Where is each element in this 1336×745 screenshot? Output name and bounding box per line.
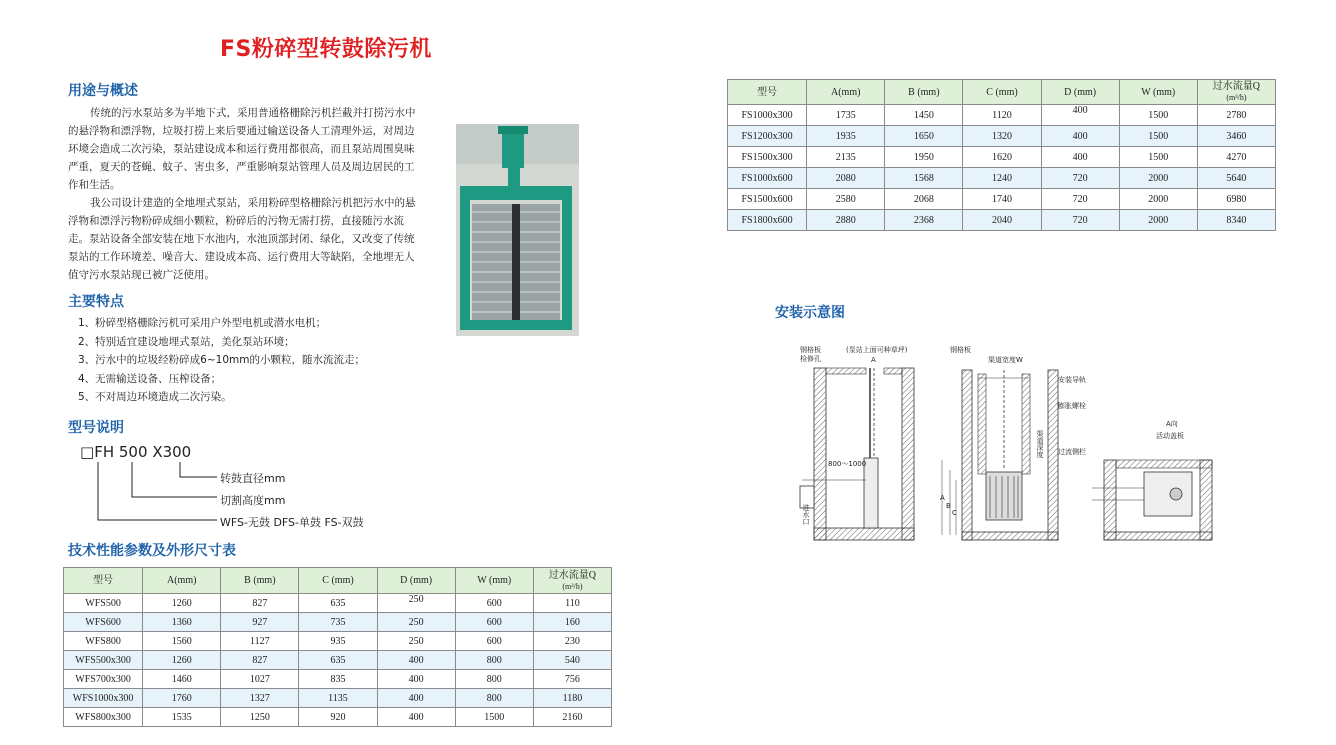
table-header-row (728, 80, 1276, 105)
table-cell: 827 (221, 594, 299, 613)
table-cell: 400 (377, 689, 455, 708)
table-cell: 1620 (963, 147, 1041, 168)
spec-table-wfs (63, 567, 612, 727)
legend-diameter: 转鼓直径mm (220, 472, 286, 485)
label-channel-width: 渠道宽度W (988, 356, 1023, 364)
table-row (728, 105, 1276, 126)
label-dim-c: C (952, 509, 957, 517)
label-plant-note: (泵站上面可种草坪) (846, 346, 908, 354)
table-header-row (64, 568, 612, 594)
table-cell: 1500 (455, 708, 533, 727)
table-cell: 230 (533, 632, 611, 651)
table-cell: WFS600 (64, 613, 143, 632)
table-cell: 1120 (963, 105, 1041, 126)
diagram-side-section (800, 345, 914, 540)
table-cell: WFS700x300 (64, 670, 143, 689)
col-flow-unit: (m³/h) (1226, 93, 1247, 102)
table-cell: 756 (533, 670, 611, 689)
table-cell: 1650 (885, 126, 963, 147)
table-cell: 1500 (1119, 126, 1197, 147)
table-cell: FS1200x300 (728, 126, 807, 147)
table-cell: 250 (377, 594, 455, 613)
legend-height: 切割高度mm (220, 494, 286, 507)
table-cell: 835 (299, 670, 377, 689)
usage-paragraph: 传统的污水泵站多为半地下式，采用普通格栅除污机拦截并打捞污水中的悬浮物和漂浮物，垃圾打捞上来后要通过输送设备人工清理外运，对周边环境会造成二次污染，泵站建设成本和运行费用都很高，而且泵站周围臭味严重，夏天的苍蝇、蚊子、害虫多，严重影响泵站管理人员及周边居民的工作和生活。 (68, 107, 416, 191)
label-dim-a: A (940, 494, 945, 502)
col-b: B (mm) (885, 80, 963, 105)
table-cell: 2780 (1197, 105, 1275, 126)
col-c: C (mm) (299, 568, 377, 594)
table-cell: 5640 (1197, 168, 1275, 189)
table-row (64, 708, 612, 727)
table-cell: 250 (377, 632, 455, 651)
table-cell: 2068 (885, 189, 963, 210)
table-cell: 3460 (1197, 126, 1275, 147)
table-row (64, 632, 612, 651)
label-grating-plate: 钢格板 (800, 346, 821, 354)
spec-heading: 技术性能参数及外形尺寸表 (68, 543, 236, 559)
table-cell: 1260 (143, 594, 221, 613)
table-cell: 1320 (963, 126, 1041, 147)
col-b: B (mm) (221, 568, 299, 594)
col-d: D (mm) (377, 568, 455, 594)
table-cell: 1127 (221, 632, 299, 651)
col-flow-label: 过水流量Q (548, 569, 597, 581)
table-cell: 1500 (1119, 147, 1197, 168)
table-cell: WFS500x300 (64, 651, 143, 670)
table-cell: 1250 (221, 708, 299, 727)
table-cell: 2580 (807, 189, 885, 210)
table-cell: WFS1000x300 (64, 689, 143, 708)
table-cell: 1240 (963, 168, 1041, 189)
table-cell: 1735 (807, 105, 885, 126)
table-cell: 110 (533, 594, 611, 613)
feature-item: 5、不对周边环境造成二次污染。 (78, 391, 232, 403)
table-cell: WFS800 (64, 632, 143, 651)
model-code-sep: X (152, 443, 163, 461)
table-cell: 1180 (533, 689, 611, 708)
model-code-height: 500 (118, 443, 148, 461)
table-cell: 2000 (1119, 168, 1197, 189)
usage-text (68, 104, 418, 284)
label-channel-depth: 渠道深度 (1036, 430, 1044, 458)
table-cell: 735 (299, 613, 377, 632)
table-cell: WFS800x300 (64, 708, 143, 727)
diagram-view-a (1092, 419, 1212, 540)
table-cell: 2080 (807, 168, 885, 189)
table-cell: 6980 (1197, 189, 1275, 210)
feature-item: 1、粉碎型格栅除污机可采用户外型电机或潜水电机； (78, 317, 327, 329)
table-cell: 400 (377, 708, 455, 727)
table-cell: 400 (1041, 147, 1119, 168)
label-range: 800～1000 (828, 460, 867, 468)
table-cell: FS1500x300 (728, 147, 807, 168)
col-flow-label: 过水流量Q (1212, 81, 1261, 92)
legend-drum-type: WFS-无鼓 DFS-单鼓 FS-双鼓 (220, 516, 364, 529)
table-cell: 1135 (299, 689, 377, 708)
table-row (728, 168, 1276, 189)
features-list (78, 314, 365, 407)
table-cell: 800 (455, 670, 533, 689)
table-cell: 600 (455, 613, 533, 632)
model-legend-lines (80, 460, 240, 530)
table-row (728, 126, 1276, 147)
col-flow-unit: (m³/h) (562, 581, 583, 591)
table-cell: 1360 (143, 613, 221, 632)
table-cell: 1740 (963, 189, 1041, 210)
table-cell: FS1800x600 (728, 210, 807, 231)
col-w: W (mm) (455, 568, 533, 594)
table-cell: 827 (221, 651, 299, 670)
label-dim-b: B (946, 502, 951, 510)
table-cell: 920 (299, 708, 377, 727)
table-cell: 600 (455, 632, 533, 651)
installation-diagram (792, 340, 1232, 545)
feature-item: 4、无需输送设备、压榨设备； (78, 372, 222, 385)
table-cell: 800 (455, 689, 533, 708)
model-code-diameter: 300 (162, 443, 192, 461)
table-row (728, 147, 1276, 168)
table-cell: 1535 (143, 708, 221, 727)
table-cell: 1500 (1119, 105, 1197, 126)
feature-item: 3、污水中的垃圾经粉碎成6~10mm的小颗粒，随水流流走； (78, 354, 365, 366)
table-cell: 1935 (807, 126, 885, 147)
table-cell: 927 (221, 613, 299, 632)
label-view-a: A向 (1166, 420, 1178, 428)
table-cell: FS1000x300 (728, 105, 807, 126)
col-a: A(mm) (807, 80, 885, 105)
col-a: A(mm) (143, 568, 221, 594)
table-cell: 2880 (807, 210, 885, 231)
model-heading: 型号说明 (68, 420, 124, 436)
table-cell: 1260 (143, 651, 221, 670)
table-cell: 250 (377, 613, 455, 632)
table-cell: 1568 (885, 168, 963, 189)
model-code-prefix: FH (94, 443, 115, 461)
col-flow (533, 568, 611, 594)
table-cell: 2000 (1119, 189, 1197, 210)
model-code-box: □ (80, 443, 95, 461)
table-cell: 540 (533, 651, 611, 670)
table-cell: 2368 (885, 210, 963, 231)
table-cell: 2000 (1119, 210, 1197, 231)
table-row (64, 689, 612, 708)
table-row (64, 651, 612, 670)
table-row (64, 594, 612, 613)
label-cover-plate: 活动盖板 (1156, 432, 1184, 440)
col-model: 型号 (728, 80, 807, 105)
install-heading: 安装示意图 (775, 305, 845, 321)
feature-item: 2、特别适宜建设地埋式泵站，美化泵站环境； (78, 335, 295, 348)
table-cell: 400 (1041, 105, 1119, 126)
table-cell: 600 (455, 594, 533, 613)
table-row (64, 670, 612, 689)
table-cell: 1460 (143, 670, 221, 689)
spec-table-fs (727, 79, 1276, 231)
usage-heading: 用途与概述 (68, 83, 138, 99)
machine-photo (456, 124, 579, 336)
table-cell: 400 (1041, 126, 1119, 147)
table-cell: 1560 (143, 632, 221, 651)
table-cell: FS1500x600 (728, 189, 807, 210)
table-cell: 1450 (885, 105, 963, 126)
table-cell: 400 (377, 670, 455, 689)
table-row (728, 210, 1276, 231)
table-row (728, 189, 1276, 210)
table-cell: 635 (299, 594, 377, 613)
table-cell: 935 (299, 632, 377, 651)
features-heading: 主要特点 (68, 294, 124, 310)
usage-paragraph: 我公司设计建造的全地埋式泵站，采用粉碎型格栅除污机把污水中的悬浮物和漂浮污物粉碎成细小颗粒，粉碎后的污物无需打捞，直接随污水流走。泵站设备全部安装在地下水池内，水池顶部封闭、绿化，又改变了传统泵站的工作环境差、噪音大、建设成本高、运行费用大等缺陷，全地埋无人值守污水泵站现已被广泛使用。 (68, 197, 416, 281)
table-cell: 635 (299, 651, 377, 670)
diagram-front-section (940, 345, 1086, 540)
table-cell: 800 (455, 651, 533, 670)
table-cell: 720 (1041, 210, 1119, 231)
table-cell: 1950 (885, 147, 963, 168)
table-cell: 160 (533, 613, 611, 632)
table-cell: 400 (377, 651, 455, 670)
table-cell: 2040 (963, 210, 1041, 231)
col-d: D (mm) (1041, 80, 1119, 105)
table-cell: 4270 (1197, 147, 1275, 168)
label-access-hole: 检修孔 (800, 355, 821, 363)
table-cell: 720 (1041, 168, 1119, 189)
col-w: W (mm) (1119, 80, 1197, 105)
label-overflow: 过流侧栏 (1058, 448, 1086, 456)
table-cell: WFS500 (64, 594, 143, 613)
table-cell: 2160 (533, 708, 611, 727)
table-cell: 2135 (807, 147, 885, 168)
table-cell: 8340 (1197, 210, 1275, 231)
table-cell: 720 (1041, 189, 1119, 210)
col-c: C (mm) (963, 80, 1041, 105)
col-model: 型号 (64, 568, 143, 594)
col-flow (1197, 80, 1275, 105)
table-row (64, 613, 612, 632)
table-cell: FS1000x600 (728, 168, 807, 189)
table-cell: 1327 (221, 689, 299, 708)
label-guide-rail: 安装导轨 (1058, 376, 1086, 384)
page-title: FS粉碎型转鼓除污机 (220, 37, 432, 62)
table-cell: 1760 (143, 689, 221, 708)
model-code (80, 443, 191, 461)
label-grating-plate-2: 钢格板 (950, 346, 971, 354)
label-a-1: A (871, 356, 876, 364)
table-cell: 1027 (221, 670, 299, 689)
label-anchor-bolt: 膨胀螺栓 (1058, 402, 1086, 410)
label-inlet: 进水口 (802, 504, 810, 525)
